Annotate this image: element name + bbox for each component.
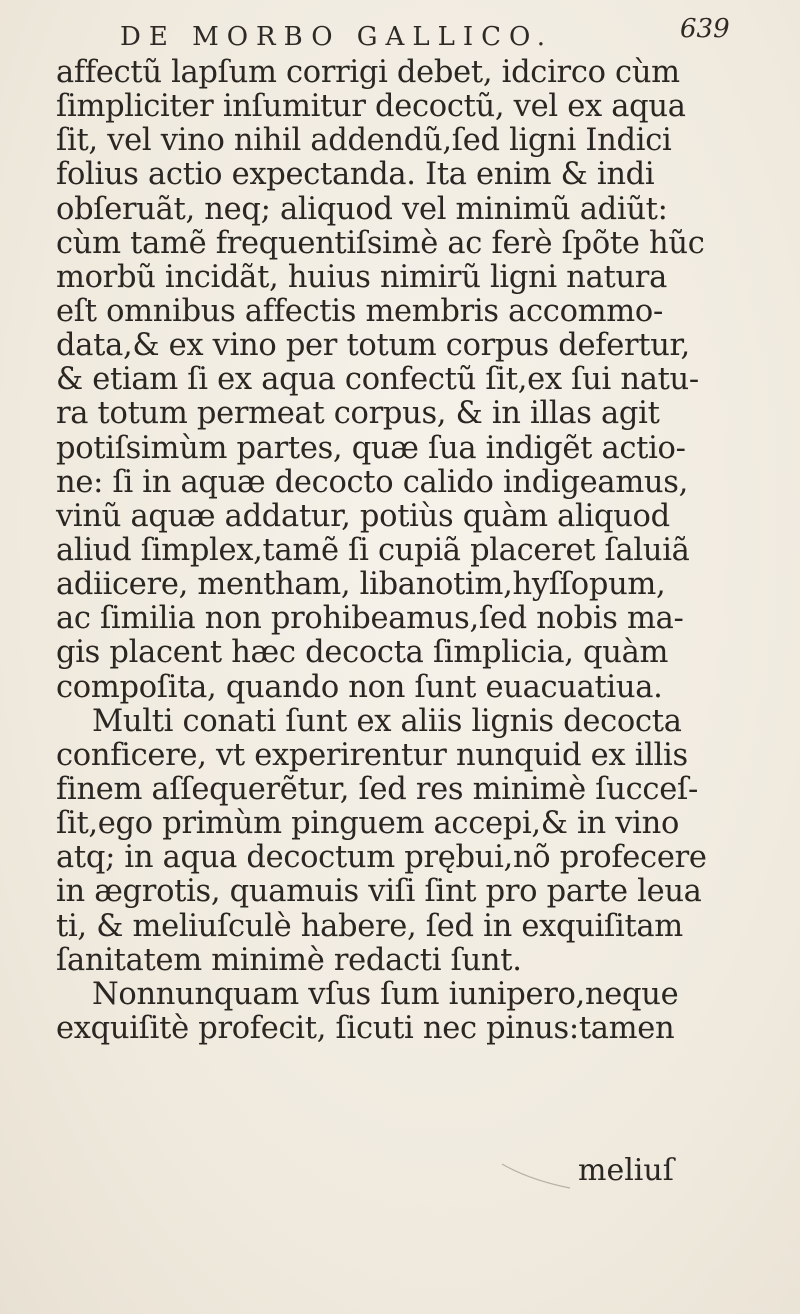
- page-header: [120, 14, 760, 58]
- text-line: morbũ incidãt, huius nimirũ ligni natura: [56, 259, 667, 295]
- text-line: ſit, vel vino nihil addendũ,ſed ligni Indici: [56, 123, 672, 159]
- text-line: in ægrotis, quamuis viſi ſint pro parte leua: [56, 874, 702, 910]
- text-line: gis placent hæc decocta ſimplicia, quàm: [56, 635, 669, 671]
- text-line: adiicere, mentham, libanotim,hyſſopum,: [56, 567, 666, 603]
- paragraph-start-line: Multi conati ſunt ex aliis lignis decocta: [92, 703, 682, 739]
- text-line: ti, & meliuſculè habere, ſed in exquiſitam: [56, 908, 683, 944]
- text-line: eſt omnibus affectis membris accommo-: [56, 293, 663, 329]
- text-line: compoſita, quando non ſunt euacuatiua.: [56, 669, 663, 705]
- text-line: exquiſitè profecit, ſicuti nec pinus:tamen: [56, 1010, 675, 1046]
- text-line: ra totum permeat corpus, & in illas agit: [56, 396, 660, 432]
- text-line: ſimpliciter inſumitur decoctũ, vel ex aqua: [56, 89, 686, 125]
- text-line: data,& ex vino per totum corpus defertur,: [56, 328, 690, 364]
- text-line: affectũ lapſum corrigi debet, idcirco cùm: [56, 55, 680, 90]
- text-line: potiſsimùm partes, quæ ſua indigẽt actio-: [56, 430, 686, 466]
- text-line: & etiam ſi ex aqua confectũ ſit,ex ſui natu-: [56, 362, 699, 398]
- running-head: DE MORBO GALLICO.: [120, 22, 554, 52]
- text-line: aliud ſimplex,tamẽ ſi cupiã placeret ſaluiã: [56, 532, 690, 568]
- text-line: cùm tamẽ frequentiſsimè ac ferè ſpõte hũc: [56, 225, 705, 261]
- paragraph-start-line: Nonnunquam vſus ſum iunipero,neque: [92, 976, 679, 1012]
- text-line: ſit,ego primùm pinguem accepi,& in vino: [56, 806, 680, 842]
- catchword: meliuſ: [578, 1153, 674, 1188]
- text-line: obſeruãt, neq; aliquod vel minimũ adiũt:: [56, 191, 668, 227]
- text-line: finem aſſequerẽtur, ſed res minimè ſucceſ-: [56, 771, 698, 807]
- text-line: ac ſimilia non prohibeamus,ſed nobis ma-: [56, 601, 684, 637]
- text-line: atq; in aqua decoctum prębui,nõ profecere: [56, 840, 707, 876]
- text-line: folius actio expectanda. Ita enim & indi: [56, 157, 655, 193]
- page-number: 639: [680, 14, 730, 44]
- pencil-mark: [500, 1150, 580, 1190]
- text-line: conficere, vt experirentur nunquid ex illis: [56, 737, 688, 773]
- text-line: ſanitatem minimè redacti ſunt.: [56, 942, 522, 978]
- text-line: vinũ aquæ addatur, potiùs quàm aliquod: [56, 498, 670, 534]
- text-line: ne: ſi in aquæ decocto calido indigeamus,: [56, 464, 689, 500]
- body-text: [56, 56, 756, 1046]
